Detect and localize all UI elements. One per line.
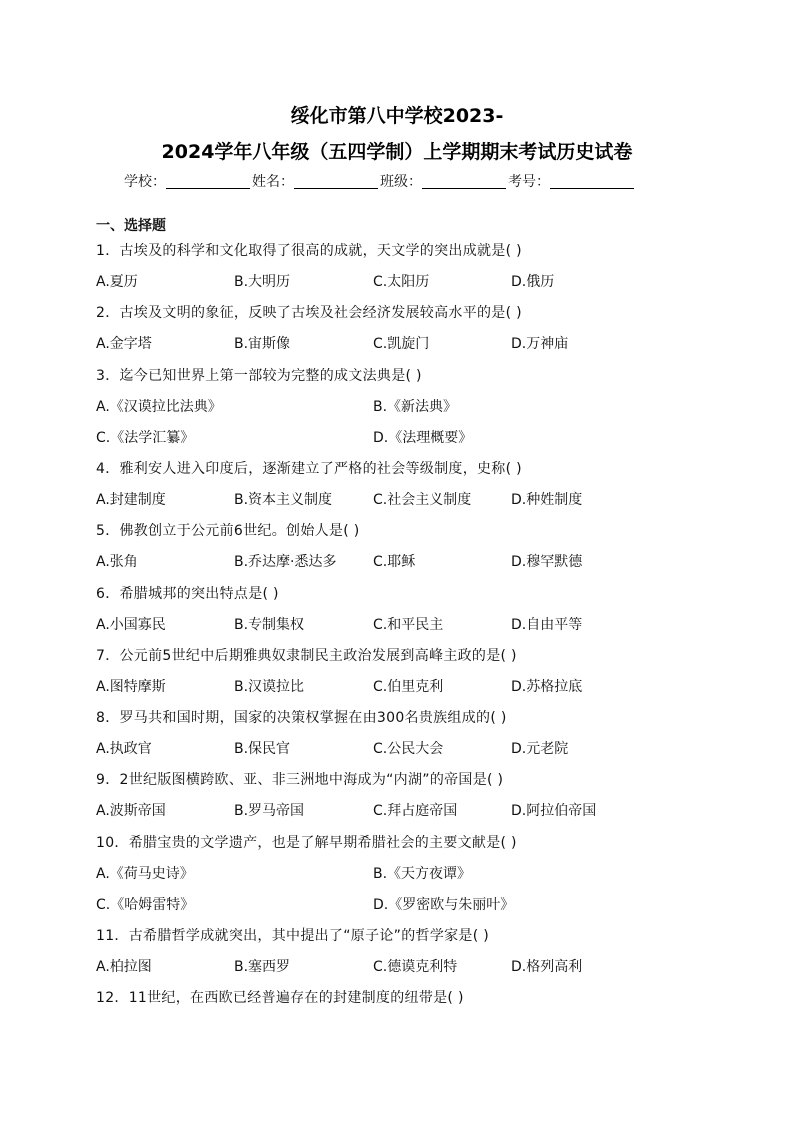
class-label: 班级： [380,174,422,190]
question-stem: 6．希腊城邦的突出特点是( ) [96,586,279,602]
option-b[interactable]: B.《新法典》 [373,399,458,415]
question-stem: 9．2世纪版图横跨欧、亚、非三洲地中海成为“内湖”的帝国是( ) [96,772,504,788]
option-b[interactable]: B.资本主义制度 [234,492,333,508]
option-a[interactable]: A.《荷马史诗》 [96,866,194,882]
exam-title-line2: 2024学年八年级（五四学制）上学期期末考试历史试卷 [161,141,633,163]
option-b[interactable]: B.专制集权 [234,617,305,633]
option-c[interactable]: C.耶稣 [373,554,416,570]
option-c[interactable]: C.《法学汇纂》 [96,430,195,446]
option-d[interactable]: D.元老院 [511,741,569,757]
option-d[interactable]: D.苏格拉底 [511,679,583,695]
question-stem: 11．古希腊哲学成就突出，其中提出了“原子论”的哲学家是( ) [96,928,489,944]
school-blank[interactable] [166,174,250,189]
school-label: 学校： [124,174,166,190]
option-a[interactable]: A.小国寡民 [96,617,166,633]
number-blank[interactable] [550,174,634,189]
option-d[interactable]: D.万神庙 [511,336,569,352]
option-d[interactable]: D.《罗密欧与朱丽叶》 [373,897,515,913]
option-d[interactable]: D.俄历 [511,274,555,290]
option-c[interactable]: C.公民大会 [373,741,444,757]
exam-title-line1: 绥化市第八中学校2023- [290,105,504,127]
option-d[interactable]: D.穆罕默德 [511,554,583,570]
class-blank[interactable] [422,174,506,189]
student-info-row [124,171,636,191]
question-stem: 8．罗马共和国时期，国家的决策权掌握在由300名贵族组成的( ) [96,710,507,726]
option-b[interactable]: B.塞西罗 [234,959,291,975]
option-b[interactable]: B.乔达摩·悉达多 [234,554,337,570]
question-stem: 12．11世纪，在西欧已经普遍存在的封建制度的纽带是( ) [96,990,464,1006]
number-label: 考号： [508,174,550,190]
option-c[interactable]: C.拜占庭帝国 [373,803,458,819]
option-b[interactable]: B.《天方夜谭》 [373,866,472,882]
option-b[interactable]: B.大明历 [234,274,291,290]
option-c[interactable]: C.伯里克利 [373,679,444,695]
option-a[interactable]: A.图特摩斯 [96,679,166,695]
question-stem: 1．古埃及的科学和文化取得了很高的成就，天文学的突出成就是( ) [96,243,522,259]
option-d[interactable]: D.自由平等 [511,617,583,633]
option-b[interactable]: B.宙斯像 [234,336,291,352]
option-a[interactable]: A.柏拉图 [96,959,152,975]
option-a[interactable]: A.波斯帝国 [96,803,166,819]
option-c[interactable]: C.凯旋门 [373,336,430,352]
question-stem: 3．迄今已知世界上第一部较为完整的成文法典是( ) [96,368,422,384]
option-d[interactable]: D.《法理概要》 [373,430,473,446]
name-label: 姓名： [252,174,294,190]
option-a[interactable]: A.金字塔 [96,336,152,352]
name-blank[interactable] [294,174,378,189]
option-c[interactable]: C.社会主义制度 [373,492,472,508]
option-d[interactable]: D.格列高利 [511,959,583,975]
option-c[interactable]: C.德谟克利特 [373,959,458,975]
question-stem: 4．雅利安人进入印度后，逐渐建立了严格的社会等级制度，史称( ) [96,461,522,477]
option-a[interactable]: A.张角 [96,554,138,570]
option-c[interactable]: C.《哈姆雷特》 [96,897,195,913]
option-d[interactable]: D.种姓制度 [511,492,583,508]
question-stem: 7．公元前5世纪中后期雅典奴隶制民主政治发展到高峰主政的是( ) [96,648,517,664]
question-stem: 2．古埃及文明的象征，反映了古埃及社会经济发展较高水平的是( ) [96,305,522,321]
question-stem: 5．佛教创立于公元前6世纪。创始人是( ) [96,523,360,539]
option-b[interactable]: B.罗马帝国 [234,803,305,819]
section-title: 一、选择题 [96,218,166,234]
question-stem: 10．希腊宝贵的文学遗产，也是了解早期希腊社会的主要文献是( ) [96,835,517,851]
option-a[interactable]: A.封建制度 [96,492,166,508]
option-d[interactable]: D.阿拉伯帝国 [511,803,597,819]
option-b[interactable]: B.保民官 [234,741,291,757]
option-a[interactable]: A.夏历 [96,274,138,290]
option-a[interactable]: A.《汉谟拉比法典》 [96,399,222,415]
option-b[interactable]: B.汉谟拉比 [234,679,305,695]
option-c[interactable]: C.太阳历 [373,274,430,290]
option-a[interactable]: A.执政官 [96,741,152,757]
option-c[interactable]: C.和平民主 [373,617,444,633]
